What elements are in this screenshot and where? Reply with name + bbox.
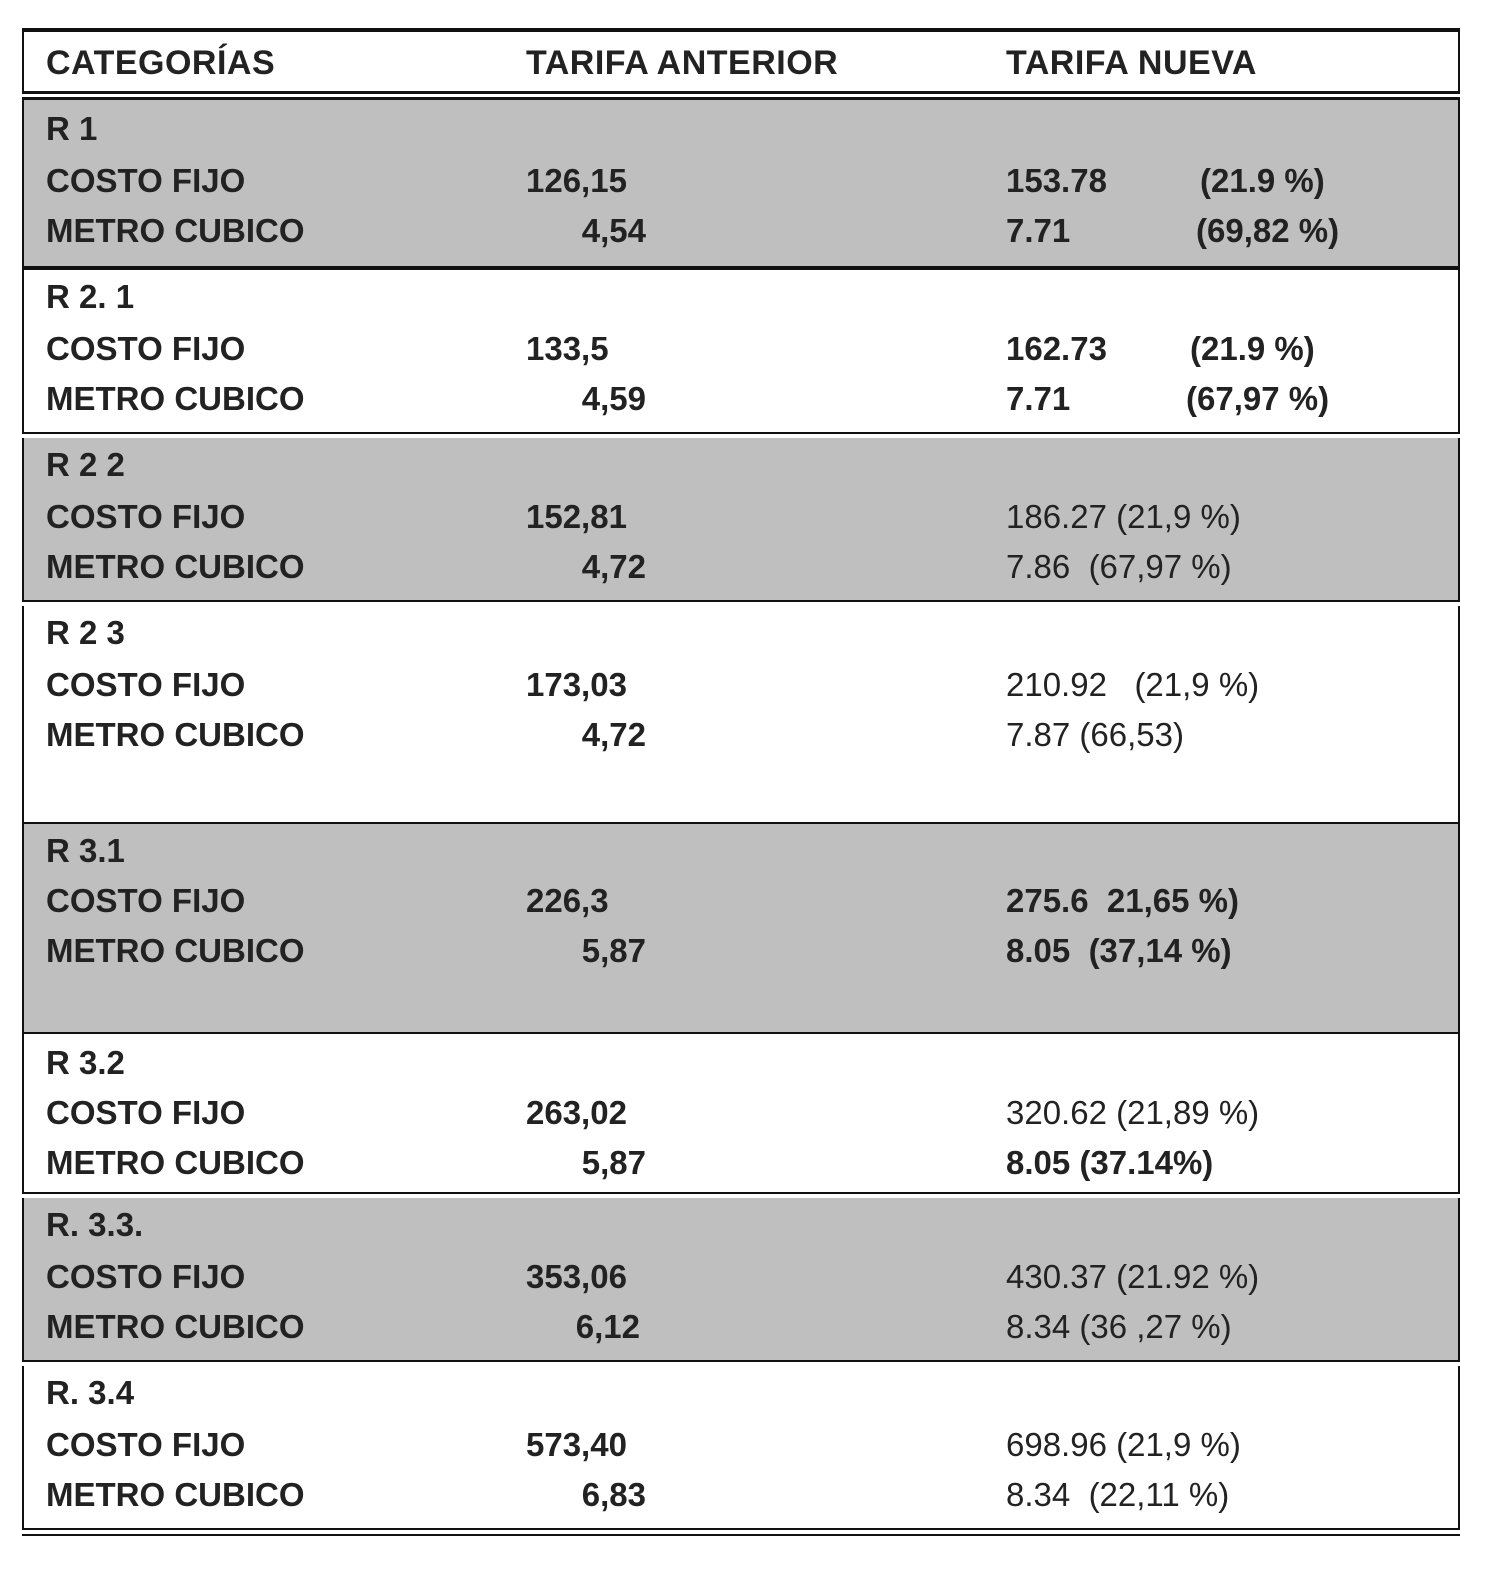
old-tariff: 573,40: [526, 1426, 627, 1463]
old-tariff: 226,3: [526, 882, 609, 919]
pct-change: (67,97 %): [1186, 380, 1330, 417]
group-r3-1: [22, 824, 1460, 1032]
new-tariff: 320.62 (21,89 %): [1006, 1094, 1260, 1131]
group-name: R 3.2: [46, 1044, 125, 1081]
group-name: R 2. 1: [46, 278, 135, 315]
group-r3-2: [22, 1034, 1460, 1194]
row-label: METRO CUBICO: [46, 1308, 305, 1345]
table-bottom-border: [22, 1528, 1460, 1530]
row-label: METRO CUBICO: [46, 548, 305, 585]
old-tariff: 4,72: [581, 548, 646, 585]
old-tariff: 126,15: [526, 162, 627, 199]
row-divider: [22, 1360, 1460, 1362]
new-tariff: 7.71: [1006, 212, 1071, 249]
row-divider: [22, 1192, 1460, 1194]
row-label: COSTO FIJO: [46, 1426, 246, 1463]
group-r3-4: [22, 1366, 1460, 1528]
group-r3-3: [22, 1198, 1460, 1360]
new-tariff: 7.86 (67,97 %): [1006, 548, 1232, 585]
new-tariff: 8.05 (37,14 %): [1006, 932, 1232, 969]
row-label: METRO CUBICO: [46, 1144, 305, 1181]
new-tariff: 430.37 (21.92 %): [1006, 1258, 1260, 1295]
old-tariff: 353,06: [526, 1258, 627, 1295]
header-tarifa-nueva: TARIFA NUEVA: [1006, 44, 1257, 82]
row-label: COSTO FIJO: [46, 498, 246, 535]
group-name: R 3.1: [46, 832, 125, 869]
old-tariff: 4,59: [581, 380, 646, 417]
group-r2-2: [22, 438, 1460, 600]
new-tariff: 162.73: [1006, 330, 1107, 367]
new-tariff: 8.34 (36 ,27 %): [1006, 1308, 1232, 1345]
new-tariff: 8.05 (37.14%): [1006, 1144, 1214, 1181]
header-categorias: CATEGORÍAS: [46, 44, 276, 82]
old-tariff: 5,87: [581, 1144, 646, 1181]
new-tariff: 210.92 (21,9 %): [1006, 666, 1260, 703]
old-tariff: 5,87: [581, 932, 646, 969]
row-label: METRO CUBICO: [46, 1476, 305, 1513]
group-name: R 1: [46, 110, 98, 147]
row-label: COSTO FIJO: [46, 666, 246, 703]
group-name: R 2 3: [46, 614, 125, 651]
new-tariff: 8.34 (22,11 %): [1006, 1476, 1230, 1513]
row-divider: [22, 600, 1460, 602]
group-r2-1: [22, 270, 1460, 432]
old-tariff: 152,81: [526, 498, 627, 535]
row-label: COSTO FIJO: [46, 1094, 246, 1131]
row-label: METRO CUBICO: [46, 212, 305, 249]
old-tariff: 6,83: [581, 1476, 646, 1513]
table-bottom-border: [22, 1534, 1460, 1536]
new-tariff: 275.6 21,65 %): [1006, 882, 1239, 919]
row-label: METRO CUBICO: [46, 380, 305, 417]
old-tariff: 4,72: [581, 716, 646, 753]
group-r1: [22, 100, 1460, 268]
pct-change: (21.9 %): [1200, 162, 1325, 199]
old-tariff: 6,12: [575, 1308, 640, 1345]
group-name: R 2 2: [46, 446, 125, 483]
table-header: [22, 28, 1460, 91]
pct-change: (69,82 %): [1196, 212, 1340, 249]
group-name: R. 3.4: [46, 1374, 135, 1411]
row-label: COSTO FIJO: [46, 882, 246, 919]
new-tariff: 153.78: [1006, 162, 1107, 199]
old-tariff: 4,54: [581, 212, 646, 249]
new-tariff: 698.96 (21,9 %): [1006, 1426, 1241, 1463]
new-tariff: 186.27 (21,9 %): [1006, 498, 1241, 535]
row-label: COSTO FIJO: [46, 162, 246, 199]
header-divider: [22, 91, 1460, 94]
old-tariff: 133,5: [526, 330, 609, 367]
row-label: METRO CUBICO: [46, 932, 305, 969]
old-tariff: 263,02: [526, 1094, 627, 1131]
old-tariff: 173,03: [526, 666, 627, 703]
row-label: COSTO FIJO: [46, 330, 246, 367]
pct-change: (21.9 %): [1190, 330, 1315, 367]
new-tariff: 7.71: [1006, 380, 1071, 417]
row-label: COSTO FIJO: [46, 1258, 246, 1295]
group-r2-3: [22, 606, 1460, 822]
group-name: R. 3.3.: [46, 1206, 144, 1243]
header-tarifa-anterior: TARIFA ANTERIOR: [526, 44, 839, 82]
new-tariff: 7.87 (66,53): [1006, 716, 1184, 753]
row-label: METRO CUBICO: [46, 716, 305, 753]
row-divider: [22, 432, 1460, 434]
